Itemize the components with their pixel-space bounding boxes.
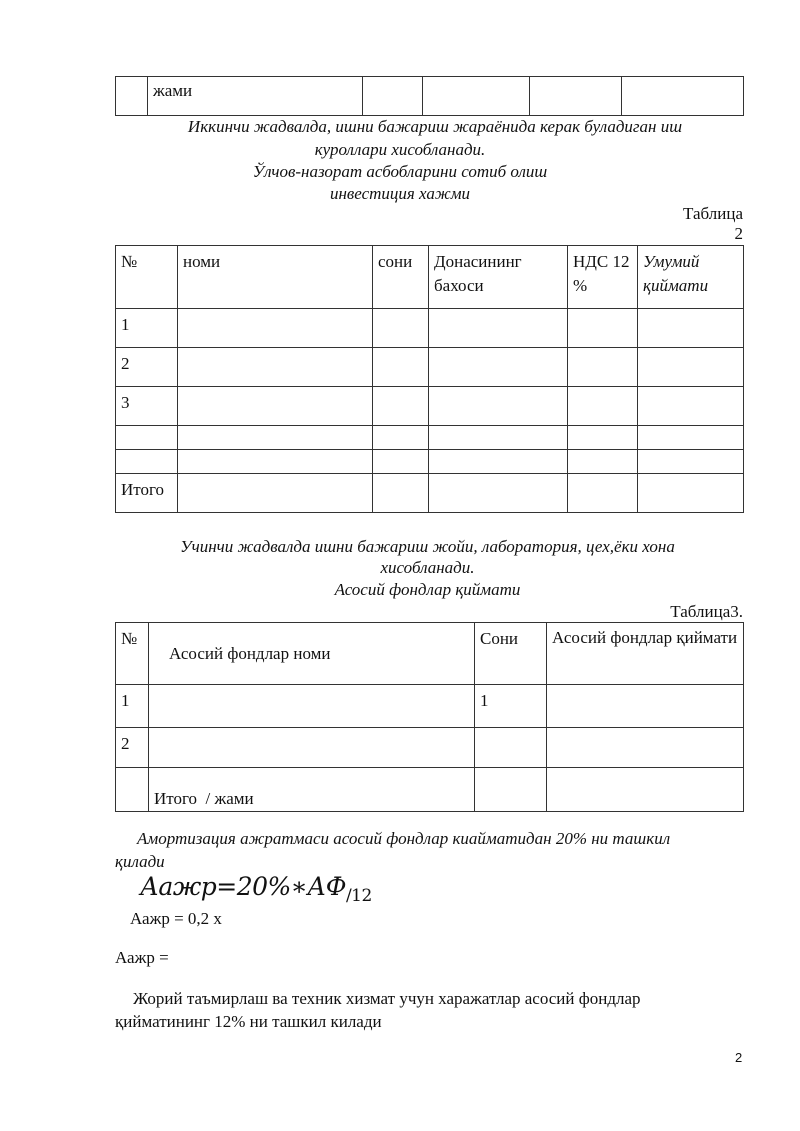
caption-2-line-2: куроллари хисобланади. [314,140,486,159]
table-1-cell [530,77,622,116]
table-1-cell [423,77,530,116]
caption-2-line-3: Ўлчов-назорат асбобларини сотиб олиш [252,162,548,181]
table-2-header-vat: НДС 12 % [568,246,638,309]
amortization-line-a: Аажр = 0,2 х [130,909,222,928]
table-2-row-num: 2 [116,348,178,387]
caption-3-line-1: Учинчи жадвалда ишни бажариш жойи, лаборатория, цех,ёки хона [180,537,675,556]
table-row [116,728,744,768]
table-1-fragment [115,76,744,116]
table-3 [115,622,744,812]
table-row [116,450,744,474]
table-2-row-num: 1 [116,309,178,348]
table-2-label-word: Таблица [683,204,743,223]
table-row [116,309,744,348]
table-2-row-num: 3 [116,387,178,426]
table-2-header-total: Умумий қиймати [638,246,744,309]
caption-2-line-1: Иккинчи жадвалда, ишни бажариш жараёнида керак буладиган иш [187,117,683,136]
table-3-header-value: Асосий фондлар қиймати [547,623,744,685]
table-2-total-label: Итого [116,474,178,513]
amortization-text-line-2: қилади [115,852,165,871]
table-1-cell [363,77,423,116]
amortization-text-line-1: Амортизация ажратмаси асосий фондлар киайматидан 20% ни ташкил [137,829,671,848]
table-1-cell [116,77,148,116]
repair-text-line-1: Жорий таъмирлаш ва техник хизмат учун харажатлар асосий фондлар [133,989,641,1008]
table-row [116,474,744,513]
page-number: 2 [735,1050,743,1065]
caption-3-line-3: Асосий фондлар қиймати [334,580,521,599]
table-1-total-label: жами [148,77,363,116]
table-row [116,387,744,426]
table-3-row-num: 1 [116,685,149,728]
table-3-label: Таблица3. [670,602,743,621]
caption-3-line-2: хисобланади. [380,558,475,577]
table-1-cell [622,77,744,116]
table-3-header-name: Асосий фондлар номи [149,623,475,685]
table-2-row-num [116,450,178,474]
amortization-formula [140,872,372,906]
table-2-label [683,204,743,244]
table-row [116,426,744,450]
table-3-row-count: 1 [475,685,547,728]
amortization-line-b: Аажр = [115,948,169,967]
table-3-header-count: Сони [475,623,547,685]
formula-subscript: /12 [345,886,372,906]
table-2 [115,245,744,513]
table-2-header-count: сони [373,246,429,309]
repair-text-line-2: қийматининг 12% ни ташкил килади [115,1012,382,1031]
table-2-header-price: Донасининг бахоси [429,246,568,309]
table-2-header-num: № [116,246,178,309]
formula-main: Аажр=20%∗АФ [140,872,346,901]
table-2-row-num [116,426,178,450]
table-3-header-num: № [116,623,149,685]
table-row [116,768,744,812]
table-2-label-number: 2 [734,224,743,243]
caption-2-line-4: инвестиция хажми [329,184,471,203]
table-2-header-name: номи [178,246,373,309]
table-row [116,685,744,728]
table-row [116,348,744,387]
table-3-total-label: Итого / жами [149,768,475,812]
table-3-row-num: 2 [116,728,149,768]
